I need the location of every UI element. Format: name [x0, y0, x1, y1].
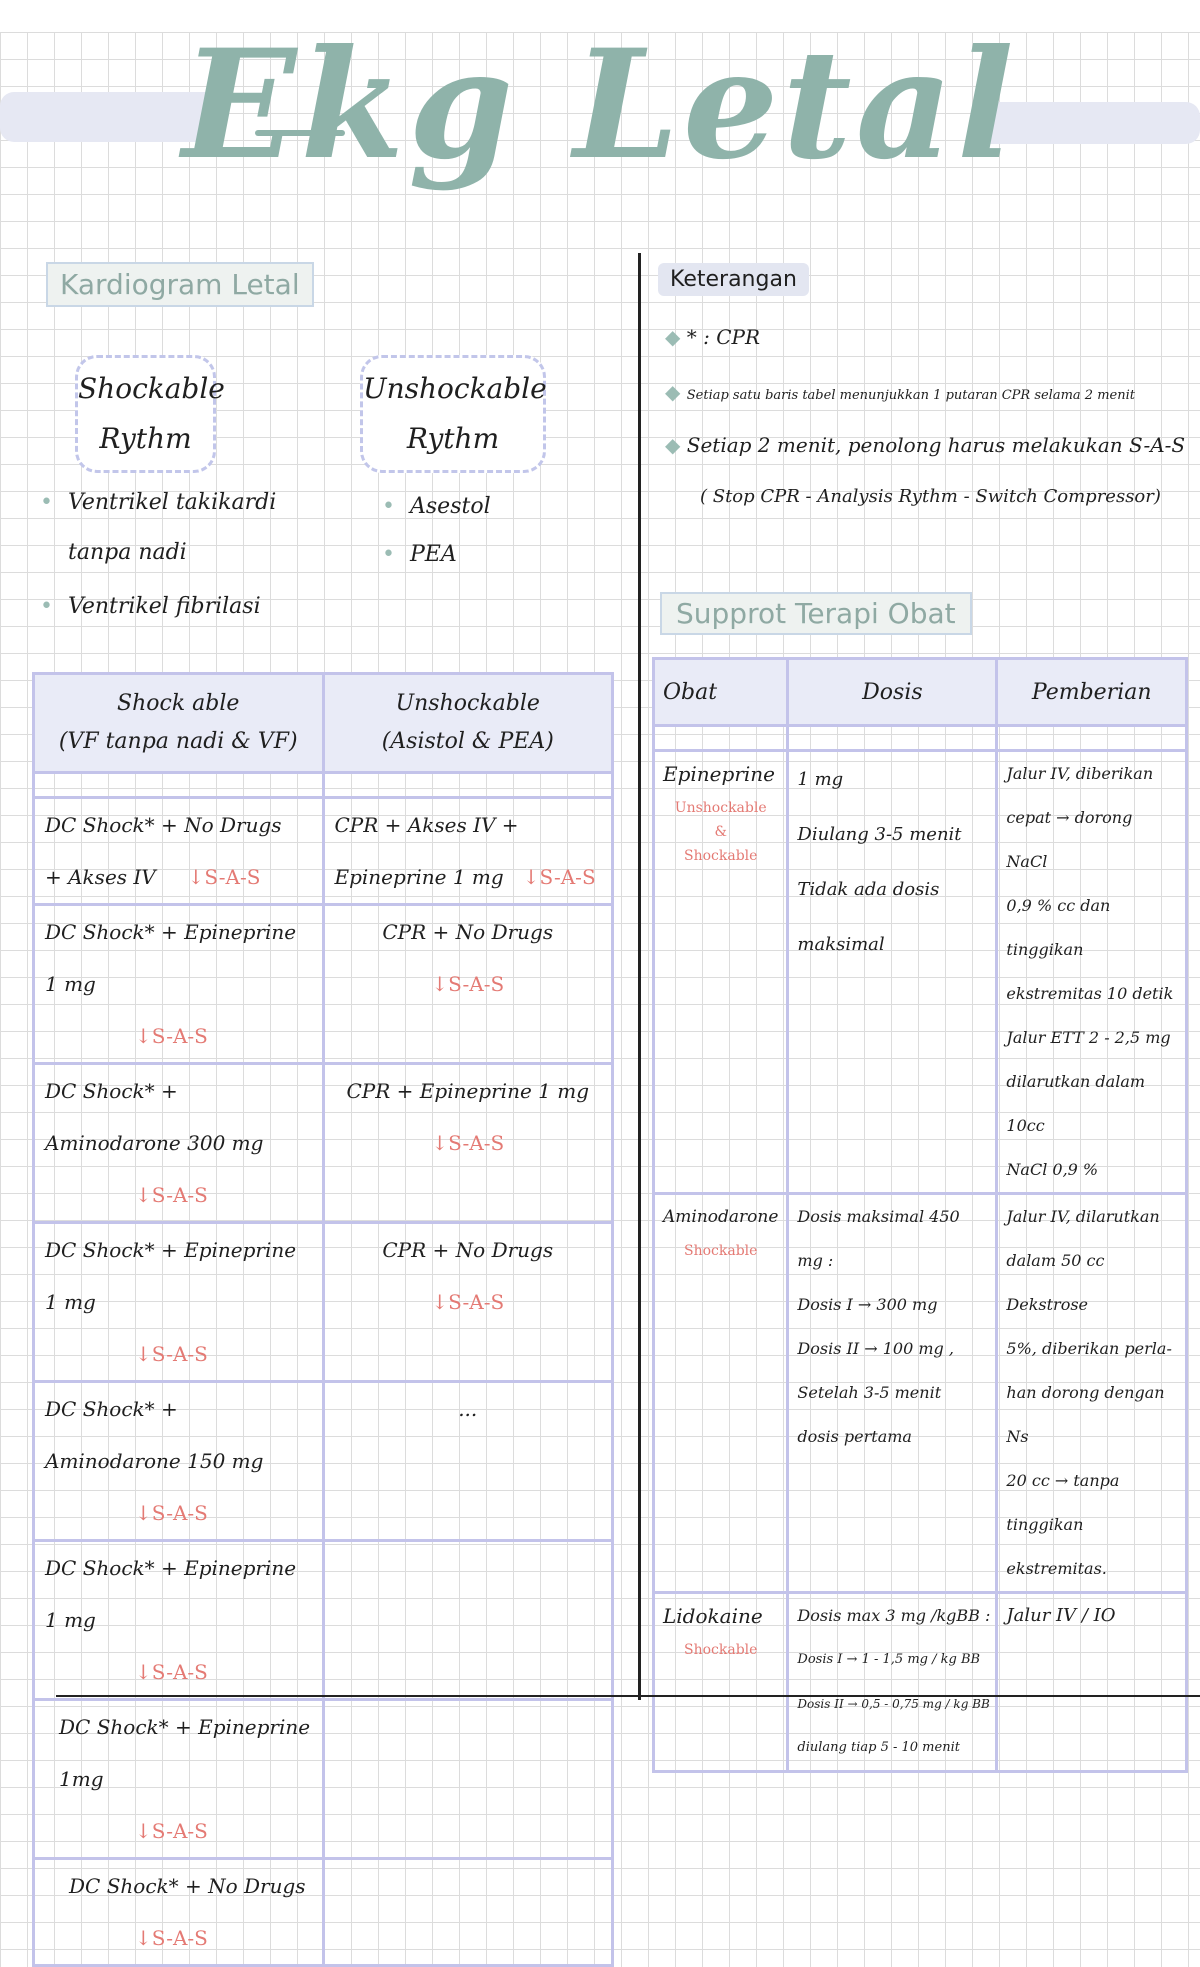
unshockable-cell	[323, 1700, 613, 1859]
down-arrow-icon: ↓	[135, 1926, 152, 1950]
dose-line: diulang tiap 5 - 10 menit	[797, 1740, 960, 1755]
unshockable-cell	[323, 798, 613, 905]
cell-text: CPR + Epineprine 1 mg	[346, 1079, 589, 1103]
admin-line: cepat → dorong NaCl	[1006, 808, 1133, 871]
shockable-cell	[34, 1859, 324, 1966]
note-item	[665, 310, 760, 364]
table-row	[654, 1194, 1187, 1593]
sas-text: S-A-S	[204, 865, 261, 889]
unshockable-cell	[323, 905, 613, 1064]
down-arrow-icon: ↓	[431, 972, 449, 996]
table-row	[654, 751, 1187, 1194]
dose-cell	[788, 1593, 997, 1772]
shockable-cell	[34, 798, 324, 905]
admin-line: han dorong dengan Ns	[1006, 1383, 1165, 1446]
admin-line: dilarutkan dalam 10cc	[1006, 1072, 1146, 1135]
header-obat: Obat	[654, 659, 788, 726]
cloud-line: Unshockable	[363, 372, 547, 405]
cell-text: DC Shock* + Epineprine 1 mg	[45, 1238, 297, 1314]
shockable-cell	[34, 1541, 324, 1700]
drug-name: Lidokaine	[663, 1604, 763, 1628]
admin-line: ekstremitas 10 detik	[1006, 984, 1174, 1003]
cell-text: DC Shock* + Epineprine 1mg	[59, 1715, 311, 1791]
table-row	[34, 1541, 613, 1700]
sas-marker	[335, 958, 602, 1010]
admin-cell	[997, 1194, 1187, 1593]
note-item	[665, 418, 1185, 472]
dose-cell	[788, 751, 997, 1194]
keterangan-label: Keterangan	[658, 263, 809, 296]
dose-line: maksimal	[797, 934, 885, 955]
dose-cell	[788, 1194, 997, 1593]
dose-line: Dosis I → 1 - 1,5 mg / kg BB	[797, 1652, 981, 1667]
unshockable-cell	[323, 1064, 613, 1223]
table-row	[34, 905, 613, 1064]
cell-text: DC Shock* + Aminodarone 150 mg	[45, 1397, 264, 1473]
sas-marker	[45, 1169, 312, 1221]
header-dosis: Dosis	[788, 659, 997, 726]
down-arrow-icon: ↓	[135, 1024, 152, 1048]
table-row	[34, 1382, 613, 1541]
down-arrow-icon: ↓	[522, 865, 540, 889]
admin-line: NaCl 0,9 %	[1006, 1160, 1099, 1179]
cell-text: DC Shock* + No Drugs	[69, 1874, 306, 1898]
cell-text: CPR + No Drugs	[382, 920, 554, 944]
table-row	[654, 1593, 1187, 1772]
sas-marker	[45, 1328, 312, 1380]
drug-indication: Unshockable	[674, 800, 767, 816]
admin-line: dalam 50 cc Dekstrose	[1006, 1251, 1105, 1314]
shockable-item-cont: tanpa nadi	[68, 540, 187, 565]
sas-text: S-A-S	[151, 1660, 208, 1684]
table-row	[34, 1700, 613, 1859]
drug-table	[652, 657, 1188, 1773]
note-text: * : CPR	[686, 325, 761, 349]
page-title: Ekg Letal	[182, 17, 1018, 193]
diamond-bullet-icon: ◆	[665, 325, 687, 349]
spacer-cell	[34, 773, 324, 798]
shockable-cell	[34, 1382, 324, 1541]
dose-line: Dosis II → 0,5 - 0,75 mg / kg BB	[797, 1697, 990, 1711]
header-shockable	[34, 674, 324, 773]
admin-line: ekstremitas.	[1006, 1559, 1107, 1578]
sas-text: S-A-S	[448, 1131, 505, 1155]
cell-text: + Akses IV	[45, 865, 156, 889]
cell-text: ...	[458, 1397, 478, 1421]
drug-name-cell	[654, 751, 788, 1194]
dose-line: dosis pertama	[797, 1427, 912, 1446]
header-pemberian: Pemberian	[997, 659, 1187, 726]
down-arrow-icon: ↓	[431, 1290, 449, 1314]
note-text: Setiap 2 menit, penolong harus melakukan S-A-S	[686, 433, 1186, 457]
section-label-support: Supprot Terapi Obat	[660, 592, 972, 635]
admin-cell	[997, 751, 1187, 1194]
dose-line: Dosis I → 300 mg	[797, 1295, 938, 1314]
header-unshockable	[323, 674, 613, 773]
admin-cell	[997, 1593, 1187, 1772]
cell-text: DC Shock* + Epineprine 1 mg	[45, 920, 297, 996]
table-row	[34, 798, 613, 905]
diamond-bullet-icon: ◆	[665, 380, 687, 404]
sas-text: S-A-S	[448, 972, 505, 996]
cell-text: DC Shock* + Epineprine 1 mg	[45, 1556, 297, 1632]
down-arrow-icon: ↓	[135, 1342, 152, 1366]
down-arrow-icon: ↓	[135, 1819, 152, 1843]
down-arrow-icon: ↓	[431, 1131, 449, 1155]
admin-line: Jalur IV, dilarutkan	[1006, 1207, 1160, 1226]
dose-line: Dosis max 3 mg /kgBB :	[797, 1606, 991, 1625]
drug-name: Aminodarone	[663, 1207, 779, 1227]
drug-indication: &	[714, 824, 727, 840]
sas-text: S-A-S	[151, 1501, 208, 1525]
drug-indication: Shockable	[683, 848, 758, 864]
spacer-cell	[323, 773, 613, 798]
down-arrow-icon: ↓	[135, 1501, 152, 1525]
dose-line: Setelah 3-5 menit	[797, 1383, 942, 1402]
drug-name-cell	[654, 1593, 788, 1772]
shockable-cell	[34, 1064, 324, 1223]
note-item	[665, 365, 1135, 423]
sas-text: S-A-S	[539, 865, 596, 889]
unshockable-cell	[323, 1382, 613, 1541]
cell-text: Epineprine 1 mg	[334, 865, 504, 889]
cell-text: CPR + Akses IV +	[334, 813, 519, 837]
cell-line	[45, 851, 312, 903]
cloud-line: Rythm	[99, 422, 192, 455]
section-label-kardiogram: Kardiogram Letal	[46, 262, 314, 307]
cloud-line: Rythm	[406, 422, 500, 455]
bottom-rule	[56, 1695, 1200, 1697]
unshockable-cell	[323, 1859, 613, 1966]
header-line: (Asistol & PEA)	[381, 729, 554, 754]
spacer-cell	[788, 726, 997, 751]
dose-line: Diulang 3-5 menit	[797, 824, 962, 845]
cell-text: DC Shock* + Aminodarone 300 mg	[45, 1079, 264, 1155]
sas-marker	[45, 1646, 312, 1698]
sas-marker	[523, 865, 596, 889]
down-arrow-icon: ↓	[135, 1183, 152, 1207]
sas-text: S-A-S	[448, 1290, 505, 1314]
sas-marker	[188, 865, 261, 889]
unshockable-rhythm-cloud	[360, 355, 546, 473]
cpr-table	[32, 672, 614, 1967]
admin-line: Jalur ETT 2 - 2,5 mg	[1006, 1028, 1171, 1047]
sas-marker	[45, 1912, 312, 1964]
sas-marker	[335, 1117, 602, 1169]
drug-indication: Shockable	[683, 1642, 758, 1658]
sas-text: S-A-S	[151, 1183, 208, 1207]
unshockable-cell	[323, 1541, 613, 1700]
sas-marker	[45, 1487, 312, 1539]
dose-line: Dosis maksimal 450 mg :	[797, 1207, 960, 1270]
dose-line: Tidak ada dosis	[797, 879, 940, 900]
table-row	[34, 1859, 613, 1966]
sas-text: S-A-S	[151, 1024, 208, 1048]
down-arrow-icon: ↓	[135, 1660, 152, 1684]
unshockable-item: • PEA	[410, 528, 457, 582]
admin-line: 5%, diberikan perla-	[1006, 1339, 1172, 1358]
shockable-item: • Ventrikel fibrilasi	[68, 580, 261, 634]
spacer-cell	[997, 726, 1187, 751]
table-row	[34, 1223, 613, 1382]
cell-text: DC Shock* + No Drugs	[45, 813, 282, 837]
note-text: Setiap satu baris tabel menunjukkan 1 putaran CPR selama 2 menit	[686, 388, 1135, 403]
note-text-cont: ( Stop CPR - Analysis Rythm - Switch Compressor)	[700, 486, 1161, 507]
cloud-line: Shockable	[78, 372, 225, 405]
sas-text: S-A-S	[151, 1819, 208, 1843]
admin-line: 0,9 % cc dan tinggikan	[1006, 896, 1111, 959]
unshockable-item: • Asestol	[410, 480, 491, 534]
table-row	[34, 1064, 613, 1223]
shockable-cell	[34, 905, 324, 1064]
sas-marker	[335, 1276, 602, 1328]
column-divider	[638, 253, 641, 1700]
sas-marker	[45, 1805, 312, 1857]
sas-marker	[45, 1010, 312, 1062]
admin-line: Jalur IV, diberikan	[1006, 764, 1154, 783]
down-arrow-icon: ↓	[187, 865, 205, 889]
shockable-cell	[34, 1223, 324, 1382]
drug-name-cell	[654, 1194, 788, 1593]
dose-line: 1 mg	[797, 769, 844, 790]
shockable-rhythm-cloud	[75, 355, 225, 473]
diamond-bullet-icon: ◆	[665, 433, 687, 457]
unshockable-cell	[323, 1223, 613, 1382]
drug-name: Epineprine	[663, 762, 775, 786]
shockable-item: • Ventrikel takikardi	[68, 476, 276, 530]
admin-line: Jalur IV / IO	[1006, 1605, 1116, 1626]
header-line: (VF tanpa nadi & VF)	[58, 729, 298, 754]
shockable-cell	[34, 1700, 324, 1859]
sas-text: S-A-S	[151, 1926, 208, 1950]
header-line: Unshockable	[395, 691, 540, 716]
drug-indication: Shockable	[683, 1243, 758, 1259]
spacer-cell	[654, 726, 788, 751]
dose-line: Dosis II → 100 mg ,	[797, 1339, 954, 1358]
admin-line: 20 cc → tanpa tinggikan	[1006, 1471, 1120, 1534]
cell-text: CPR + No Drugs	[382, 1238, 554, 1262]
header-line: Shock able	[117, 691, 240, 716]
sas-text: S-A-S	[151, 1342, 208, 1366]
cell-line	[335, 851, 602, 903]
